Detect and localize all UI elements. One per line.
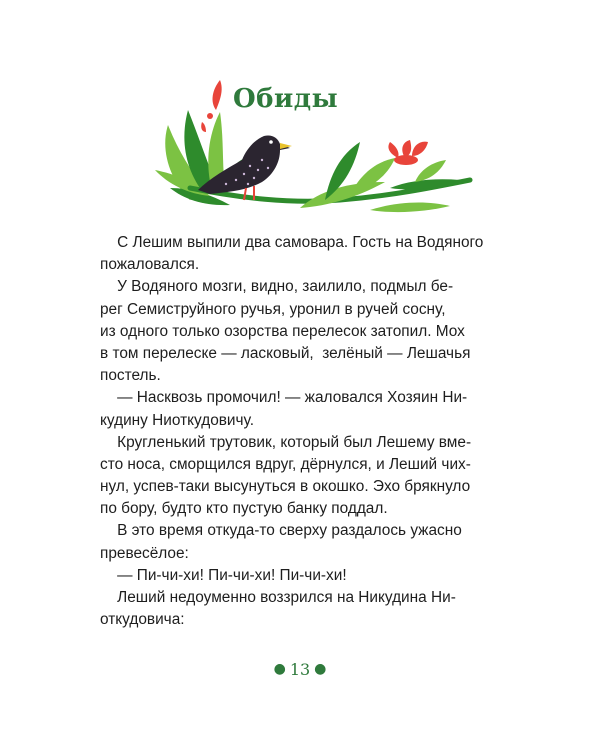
body-text xyxy=(100,232,484,631)
page-number-footer xyxy=(0,660,600,679)
text-line: по бору, будто кто пустую банку поддал. xyxy=(100,500,388,518)
bullet-left-icon: ● xyxy=(273,661,286,677)
text-line: У Водяного мозги, видно, заилило, подмыл бе- xyxy=(100,278,454,296)
text-line: Леший недоуменно воззрился на Никудина Ни- xyxy=(100,589,456,606)
text-line: сто носа, сморщился вдруг, дёрнулся, и Леший чих- xyxy=(100,455,471,473)
text-line: кудину Ниоткудовичу. xyxy=(100,411,254,429)
text-line: откудовича: xyxy=(100,611,185,629)
text-line: в том перелеске — ласковый, зелёный — Лешачья xyxy=(100,344,471,362)
red-flower xyxy=(388,140,428,165)
text-line: Кругленький трутовик, который был Лешему вме- xyxy=(100,433,472,451)
text-line: В это время откуда-то сверху раздалось ужасно xyxy=(100,522,462,540)
text-line: С Лешим выпили два самовара. Гость на Водяного xyxy=(100,234,484,251)
right-leaves xyxy=(300,142,460,212)
text-line: из одного только озорства перелесок затопил. Мох xyxy=(100,322,465,340)
text-line: рег Семиструйного ручья, уронил в ручей сосну, xyxy=(100,300,446,318)
text-line: превесёлое: xyxy=(100,544,189,562)
text-line: нул, успев-таки высунуться в окошко. Эхо брякнуло xyxy=(100,478,471,496)
text-line: — Насквозь промочил! — жаловался Хозяин Ни- xyxy=(100,389,468,407)
text-line: постель. xyxy=(100,367,161,385)
page-number: 13 xyxy=(289,660,311,679)
bullet-right-icon: ● xyxy=(314,661,327,677)
text-line: — Пи-чи-хи! Пи-чи-хи! Пи-чи-хи! xyxy=(100,566,347,584)
text-line: пожаловался. xyxy=(100,256,200,274)
chapter-title: Обиды xyxy=(233,84,339,114)
